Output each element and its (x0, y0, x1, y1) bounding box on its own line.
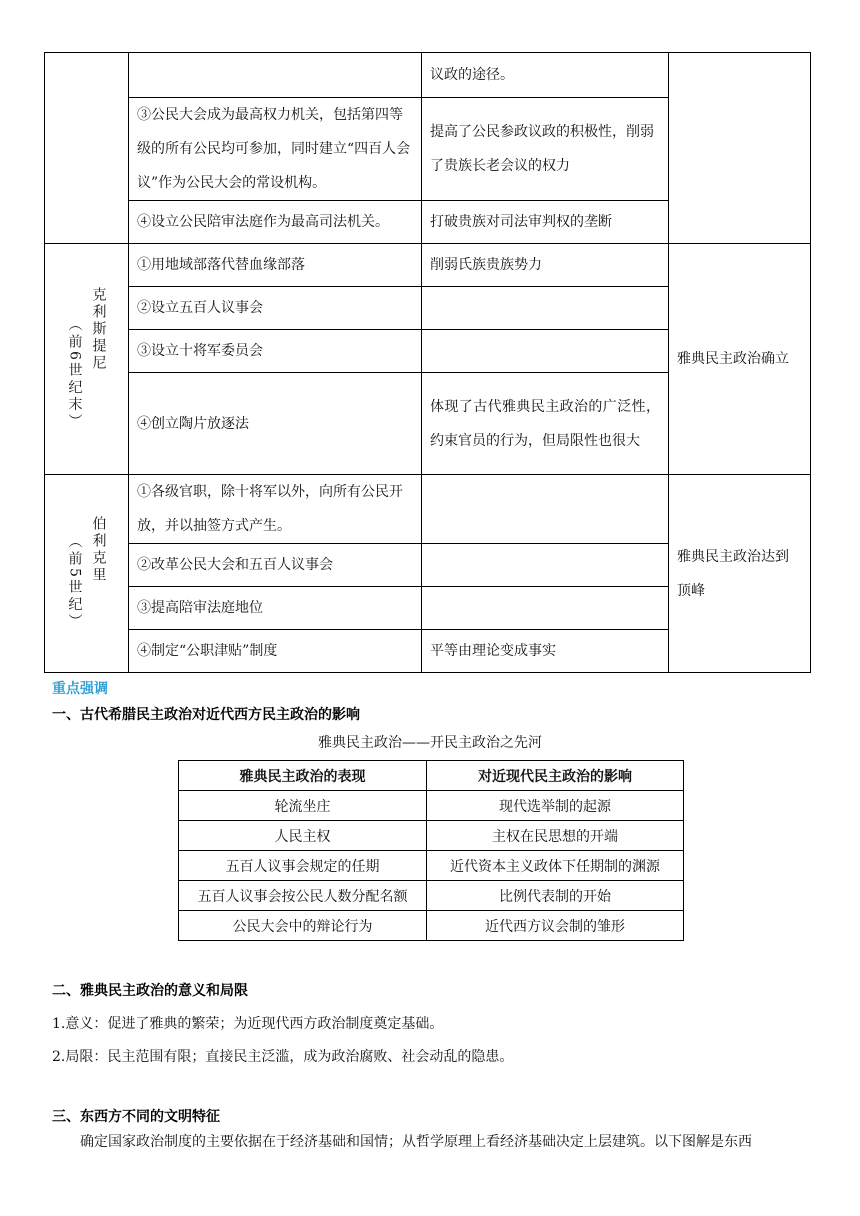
table-cell: 五百人议事会按公民人数分配名额 (179, 881, 427, 911)
table-row (179, 791, 684, 821)
table-row (179, 821, 684, 851)
table-cell: 主权在民思想的开端 (427, 821, 684, 851)
effect-cell (422, 544, 669, 587)
measure-cell: ②改革公民大会和五百人议事会 (129, 544, 422, 587)
measure-cell: ③公民大会成为最高权力机关，包括第四等级的所有公民均可参加，同时建立“四百人会议”作为公民大会的常设机构。 (129, 98, 422, 201)
summary-cell-prev (669, 53, 811, 244)
measure-cell: ①用地域部落代替血缘部落 (129, 244, 422, 287)
measure-cell: ④创立陶片放逐法 (129, 373, 422, 475)
reformer-cell-cleisthenes (45, 244, 129, 475)
paragraph: 1.意义：促进了雅典的繁荣；为近现代西方政治制度奠定基础。 (52, 1016, 444, 1032)
reformer-period: （前6世纪末） (66, 317, 83, 431)
table-cell: 人民主权 (179, 821, 427, 851)
measure-cell: ③提高陪审法庭地位 (129, 587, 422, 630)
table-caption: 雅典民主政治——开民主政治之先河 (318, 735, 542, 751)
effect-cell: 削弱氏族贵族势力 (422, 244, 669, 287)
effect-cell (422, 330, 669, 373)
section-heading: 二、雅典民主政治的意义和局限 (52, 983, 248, 999)
table-cell: 近代资本主义政体下任期制的渊源 (427, 851, 684, 881)
reformer-name: 克利斯提尼 (90, 287, 107, 373)
table-cell: 现代选举制的起源 (427, 791, 684, 821)
measure-cell (129, 53, 422, 98)
measure-cell: ④制定“公职津贴”制度 (129, 630, 422, 673)
table-cell: 公民大会中的辩论行为 (179, 911, 427, 941)
reformer-cell-prev (45, 53, 129, 244)
paragraph: 2.局限：民主范围有限；直接民主泛滥，成为政治腐败、社会动乱的隐患。 (52, 1049, 514, 1065)
column-header: 雅典民主政治的表现 (179, 761, 427, 791)
summary-cell: 雅典民主政治确立 (669, 244, 811, 475)
table-row (179, 851, 684, 881)
reform-table (44, 52, 811, 673)
effect-cell: 提高了公民参政议政的积极性，削弱了贵族长老会议的权力 (422, 98, 669, 201)
effect-cell: 打破贵族对司法审判权的垄断 (422, 201, 669, 244)
table-row (179, 911, 684, 941)
section-heading: 一、古代希腊民主政治对近代西方民主政治的影响 (52, 707, 360, 723)
emphasis-label: 重点强调 (52, 681, 108, 697)
table-row (45, 475, 811, 544)
measure-cell: ③设立十将军委员会 (129, 330, 422, 373)
effect-cell: 平等由理论变成事实 (422, 630, 669, 673)
table-row (179, 881, 684, 911)
effect-cell (422, 475, 669, 544)
section-heading: 三、东西方不同的文明特征 (52, 1109, 220, 1125)
paragraph: 确定国家政治制度的主要依据在于经济基础和国情；从哲学原理上看经济基础决定上层建筑。以下图解是东西 (80, 1134, 752, 1150)
column-header: 对近现代民主政治的影响 (427, 761, 684, 791)
reformer-name: 伯利克里 (90, 516, 107, 585)
measure-cell: ②设立五百人议事会 (129, 287, 422, 330)
effect-cell (422, 287, 669, 330)
table-row (45, 53, 811, 98)
reformer-period: （前5世纪） (66, 534, 83, 631)
effect-cell: 议政的途径。 (422, 53, 669, 98)
measure-cell: ①各级官职，除十将军以外，向所有公民开放，并以抽签方式产生。 (129, 475, 422, 544)
influence-table (178, 760, 684, 941)
table-header-row (179, 761, 684, 791)
summary-cell: 雅典民主政治达到顶峰 (669, 475, 811, 673)
effect-cell: 体现了古代雅典民主政治的广泛性，约束官员的行为，但局限性也很大 (422, 373, 669, 475)
table-cell: 五百人议事会规定的任期 (179, 851, 427, 881)
reformer-cell-pericles (45, 475, 129, 673)
table-row (45, 244, 811, 287)
effect-cell (422, 587, 669, 630)
table-cell: 近代西方议会制的雏形 (427, 911, 684, 941)
table-cell: 轮流坐庄 (179, 791, 427, 821)
table-cell: 比例代表制的开始 (427, 881, 684, 911)
measure-cell: ④设立公民陪审法庭作为最高司法机关。 (129, 201, 422, 244)
